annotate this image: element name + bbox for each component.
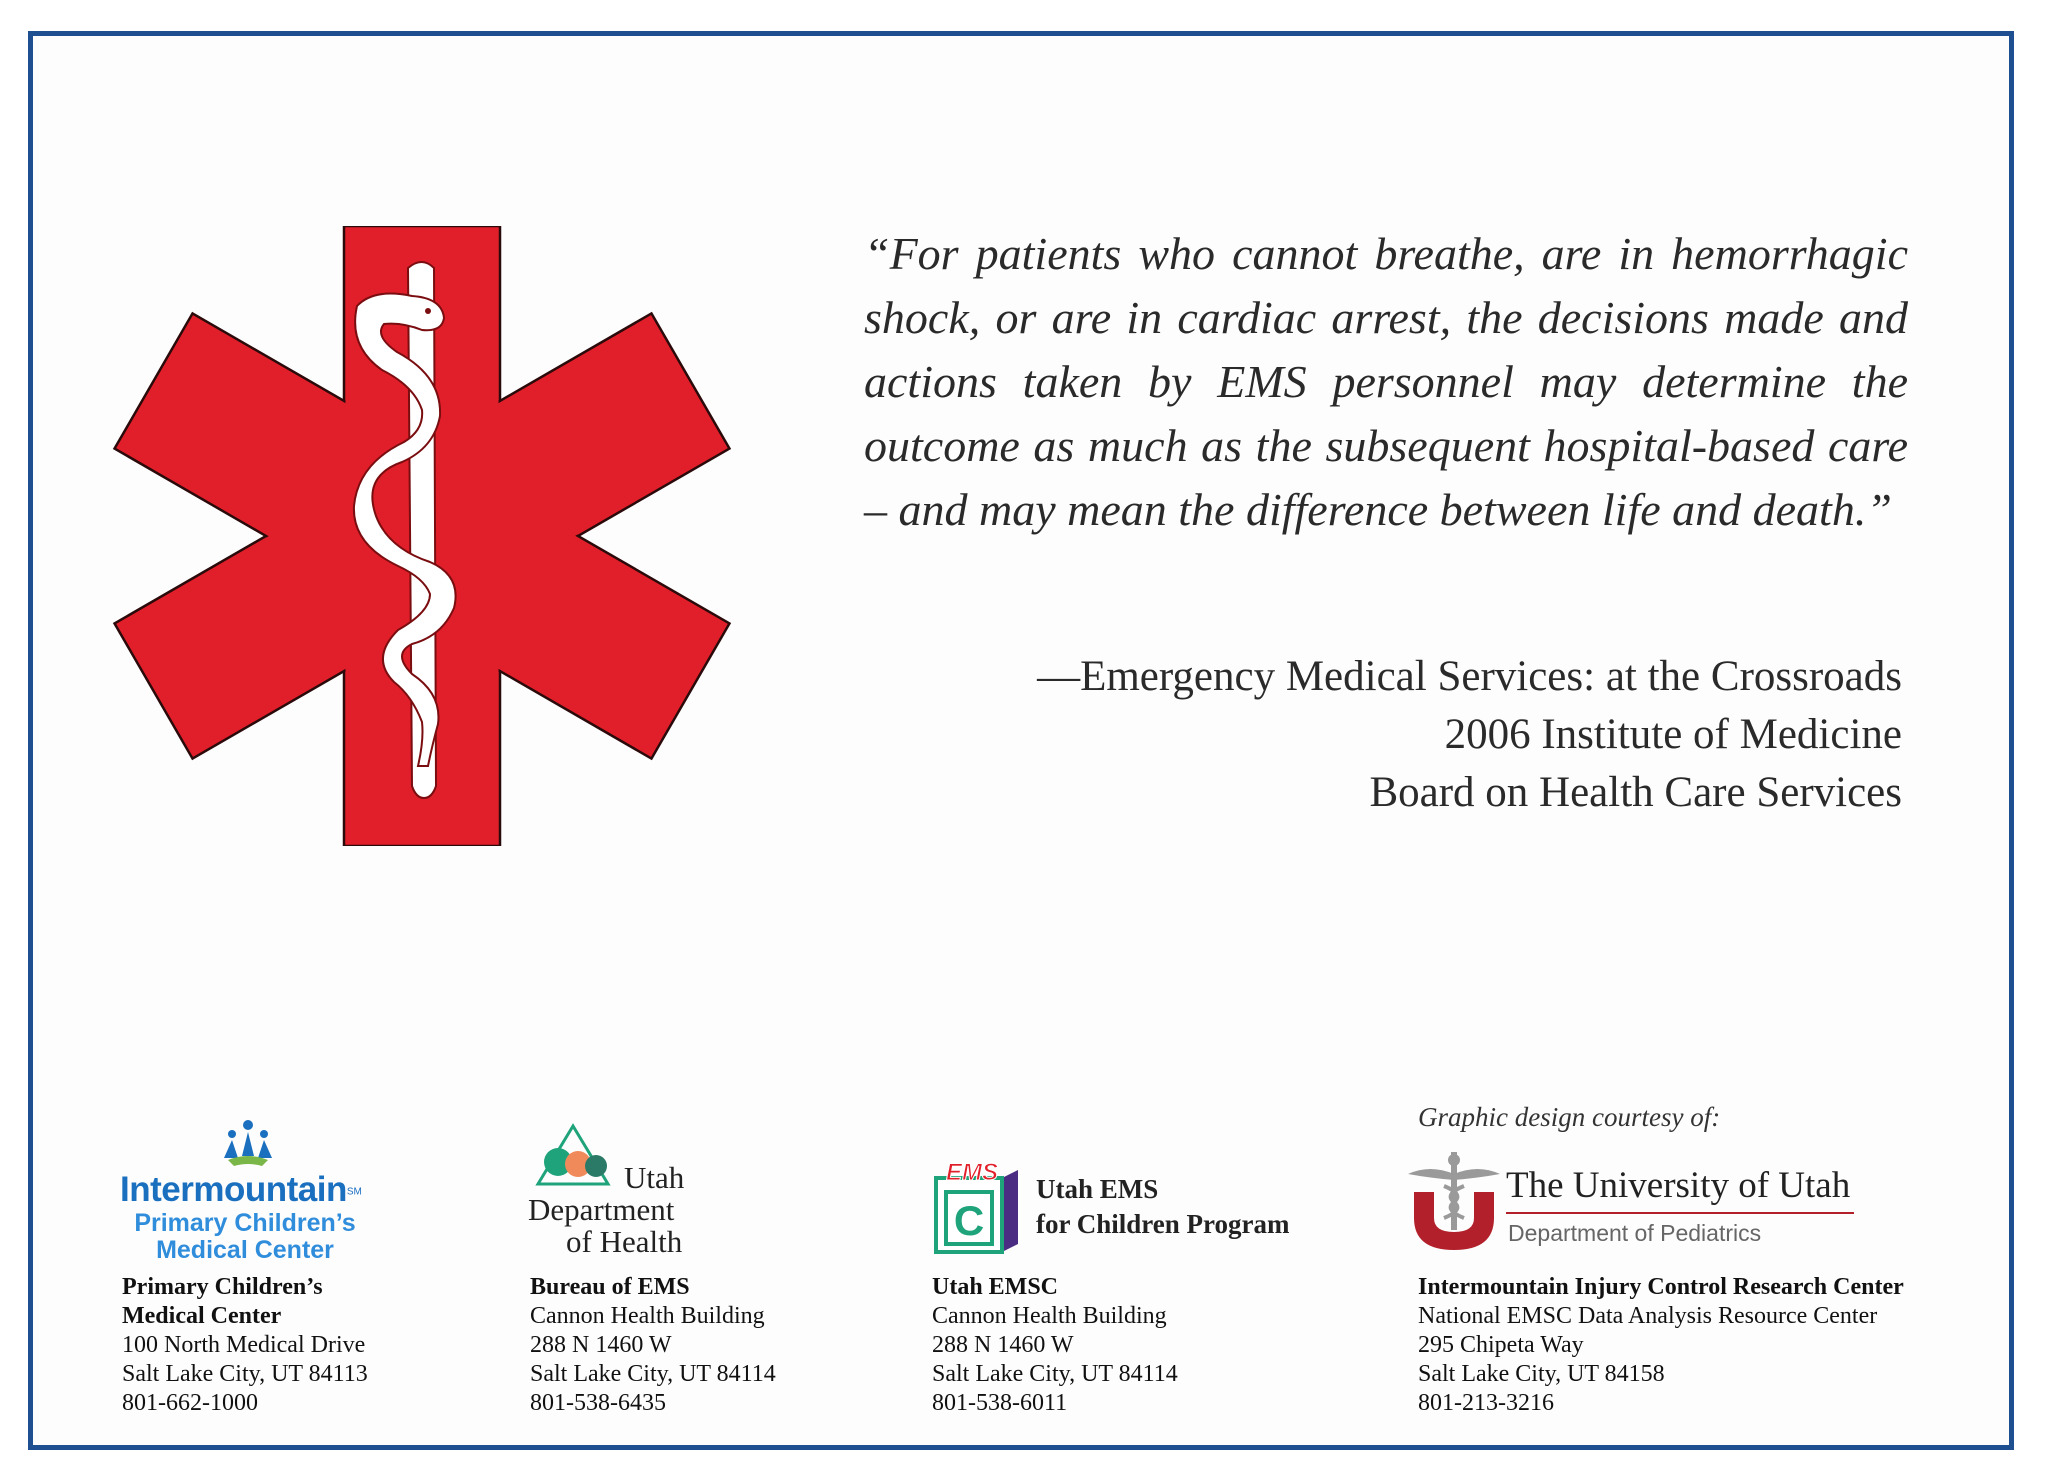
- address-block-utah-emsc: [932, 1273, 1178, 1418]
- intermountain-sub-1: Primary Children’s: [134, 1209, 356, 1237]
- address-line: Cannon Health Building: [932, 1303, 1167, 1329]
- address-line: Cannon Health Building: [530, 1303, 765, 1329]
- address-phone: 801-213-3216: [1418, 1390, 1554, 1416]
- star-of-life-icon: [112, 226, 732, 846]
- address-line: 295 Chipeta Way: [1418, 1332, 1584, 1358]
- design-credit: Graphic design courtesy of:: [1418, 1102, 1721, 1132]
- intermountain-sub-2: Medical Center: [156, 1236, 334, 1264]
- emsc-line-2: for Children Program: [1036, 1209, 1290, 1239]
- quote-attribution: [1037, 648, 1902, 822]
- address-line: 100 North Medical Drive: [122, 1332, 366, 1358]
- address-line: National EMSC Data Analysis Resource Center: [1418, 1303, 1878, 1329]
- address-line: Salt Lake City, UT 84113: [122, 1361, 368, 1387]
- address-block-pcmc: [122, 1273, 368, 1418]
- address-name: Primary Children’s: [122, 1274, 323, 1300]
- quote-text: “For patients who cannot breathe, are in hemorrhagic shock, or are in cardiac arrest, the decisions made and actions taken by EMS personnel may determine the outcome as much as the subsequent hospital-based care – and may mean the difference between life and death.”: [864, 228, 1908, 535]
- address-line: 288 N 1460 W: [530, 1332, 672, 1358]
- emsc-badge-icon: [932, 1160, 1024, 1256]
- emsc-logo: [932, 1160, 1352, 1260]
- uofu-dept: Department of Pediatrics: [1508, 1220, 1762, 1246]
- emsc-badge-top: EMS: [945, 1160, 999, 1186]
- attribution-line-1: —Emergency Medical Services: at the Crossroads: [1037, 653, 1902, 700]
- address-name: Intermountain Injury Control Research Center: [1418, 1274, 1904, 1300]
- attribution-line-2: 2006 Institute of Medicine: [1444, 711, 1902, 758]
- udoh-triangle-icon: [528, 1122, 618, 1192]
- emsc-line-1: Utah EMS: [1036, 1174, 1159, 1204]
- address-name: Bureau of EMS: [530, 1274, 690, 1300]
- intermountain-figures-icon: [218, 1118, 278, 1168]
- udoh-line-2: Department: [528, 1192, 675, 1227]
- address-line: Salt Lake City, UT 84158: [1418, 1361, 1665, 1387]
- address-name: Medical Center: [122, 1303, 282, 1329]
- intermountain-logo: [120, 1118, 410, 1264]
- udoh-line-3: of Health: [566, 1224, 683, 1259]
- attribution-line-3: Board on Health Care Services: [1369, 769, 1902, 816]
- address-phone: 801-662-1000: [122, 1390, 258, 1416]
- uofu-name: The University of Utah: [1506, 1165, 1851, 1206]
- address-block-bureau-ems: [530, 1273, 776, 1418]
- uofu-caduceus-icon: [1408, 1152, 1500, 1252]
- uofu-divider: [1506, 1212, 1854, 1214]
- address-line: Salt Lake City, UT 84114: [932, 1361, 1178, 1387]
- address-line: 288 N 1460 W: [932, 1332, 1074, 1358]
- address-phone: 801-538-6011: [932, 1390, 1068, 1416]
- address-name: Utah EMSC: [932, 1274, 1059, 1300]
- udoh-logo: [528, 1122, 728, 1262]
- uofu-logo: [1408, 1152, 1868, 1262]
- address-line: Salt Lake City, UT 84114: [530, 1361, 776, 1387]
- udoh-line-1: Utah: [624, 1160, 685, 1195]
- service-mark: SM: [346, 1186, 362, 1198]
- intermountain-wordmark: Intermountain: [120, 1170, 347, 1209]
- address-phone: 801-538-6435: [530, 1390, 666, 1416]
- address-block-iicrc: [1418, 1273, 1904, 1418]
- emsc-badge-letter: C: [953, 1197, 985, 1244]
